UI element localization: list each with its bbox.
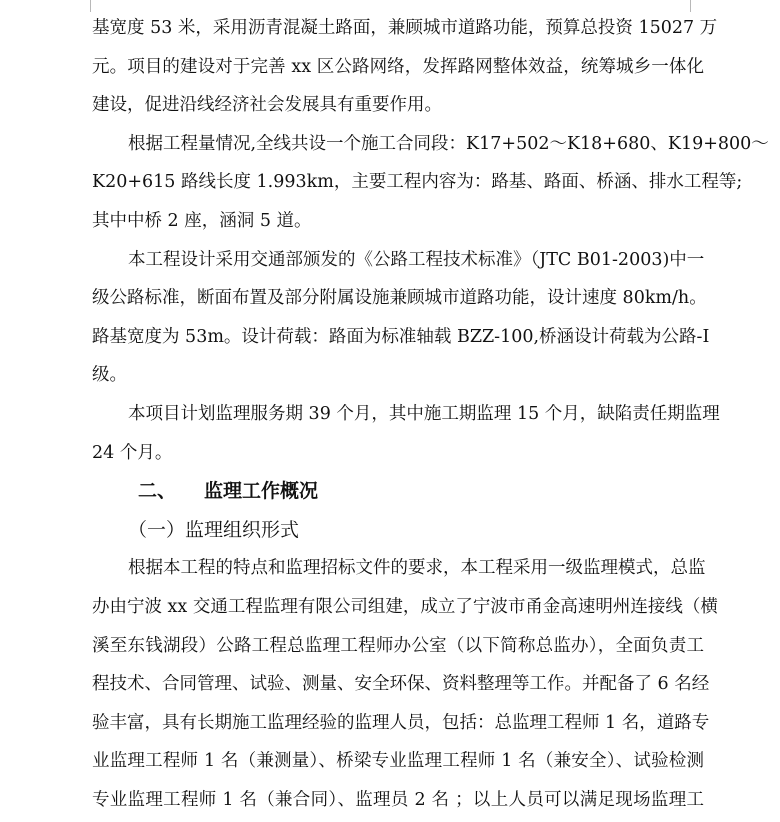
text-line: 建设，促进沿线经济社会发展具有重要作用。 [92, 95, 442, 116]
section-heading [92, 472, 704, 511]
text-line: 溪至东钱湖段）公路工程总监理工程师办公室（以下简称总监办），全面负责工 [92, 635, 704, 656]
section-title: 监理工作概况 [204, 480, 319, 503]
crop-mark-left [72, 0, 91, 12]
text-line: 元。项目的建设对于完善 xx 区公路网络，发挥路网整体效益，统筹城乡一体化 [92, 56, 704, 77]
text-line: 业监理工程师 1 名（兼测量）、桥梁专业监理工程师 1 名（兼安全）、试验检测 [92, 751, 704, 772]
section-number: 二、 [138, 480, 177, 503]
text-line: 本项目计划监理服务期 39 个月，其中施工期监理 15 个月，缺陷责任期监理 [128, 403, 720, 424]
text-line: K20+615 路线长度 1.993km，主要工程内容为：路基、路面、桥涵、排水工程等; [92, 172, 743, 193]
text-line: 根据工程量情况,全线共设一个施工合同段：K17+502～K18+680、K19+800～ [128, 133, 769, 154]
text-line: 本工程设计采用交通部颁发的《公路工程技术标准》（JTC B01-2003)中一 [128, 249, 705, 270]
text-line: 验丰富，具有长期施工监理经验的监理人员，包括：总监理工程师 1 名，道路专 [92, 712, 710, 733]
text-line: 程技术、合同管理、试验、测量、安全环保、资料整理等工作。并配备了 6 名经 [92, 674, 710, 695]
text-line: 级公路标准，断面布置及部分附属设施兼顾城市道路功能，设计速度 80km/h。 [92, 288, 707, 309]
text-line: 路基宽度为 53m。设计荷载：路面为标准轴载 BZZ-100,桥涵设计荷载为公路-I [92, 326, 710, 347]
text-line: 级。 [92, 365, 127, 386]
text-line: 基宽度 53 米，采用沥青混凝土路面，兼顾城市道路功能，预算总投资 15027 万 [92, 18, 718, 38]
subsection-heading: （一）监理组织形式 [128, 518, 300, 541]
text-line: 其中中桥 2 座，涵洞 5 道。 [92, 210, 312, 231]
document-body [92, 9, 769, 819]
text-line: 24 个月。 [92, 442, 173, 463]
text-line: 根据本工程的特点和监理招标文件的要求，本工程采用一级监理模式，总监 [128, 558, 706, 579]
text-line: 办由宁波 xx 交通工程监理有限公司组建，成立了宁波市甬金高速明州连接线（横 [92, 596, 718, 617]
text-line: 专业监理工程师 1 名（兼合同）、监理员 2 名 ；以上人员可以满足现场监理工 [92, 789, 704, 810]
